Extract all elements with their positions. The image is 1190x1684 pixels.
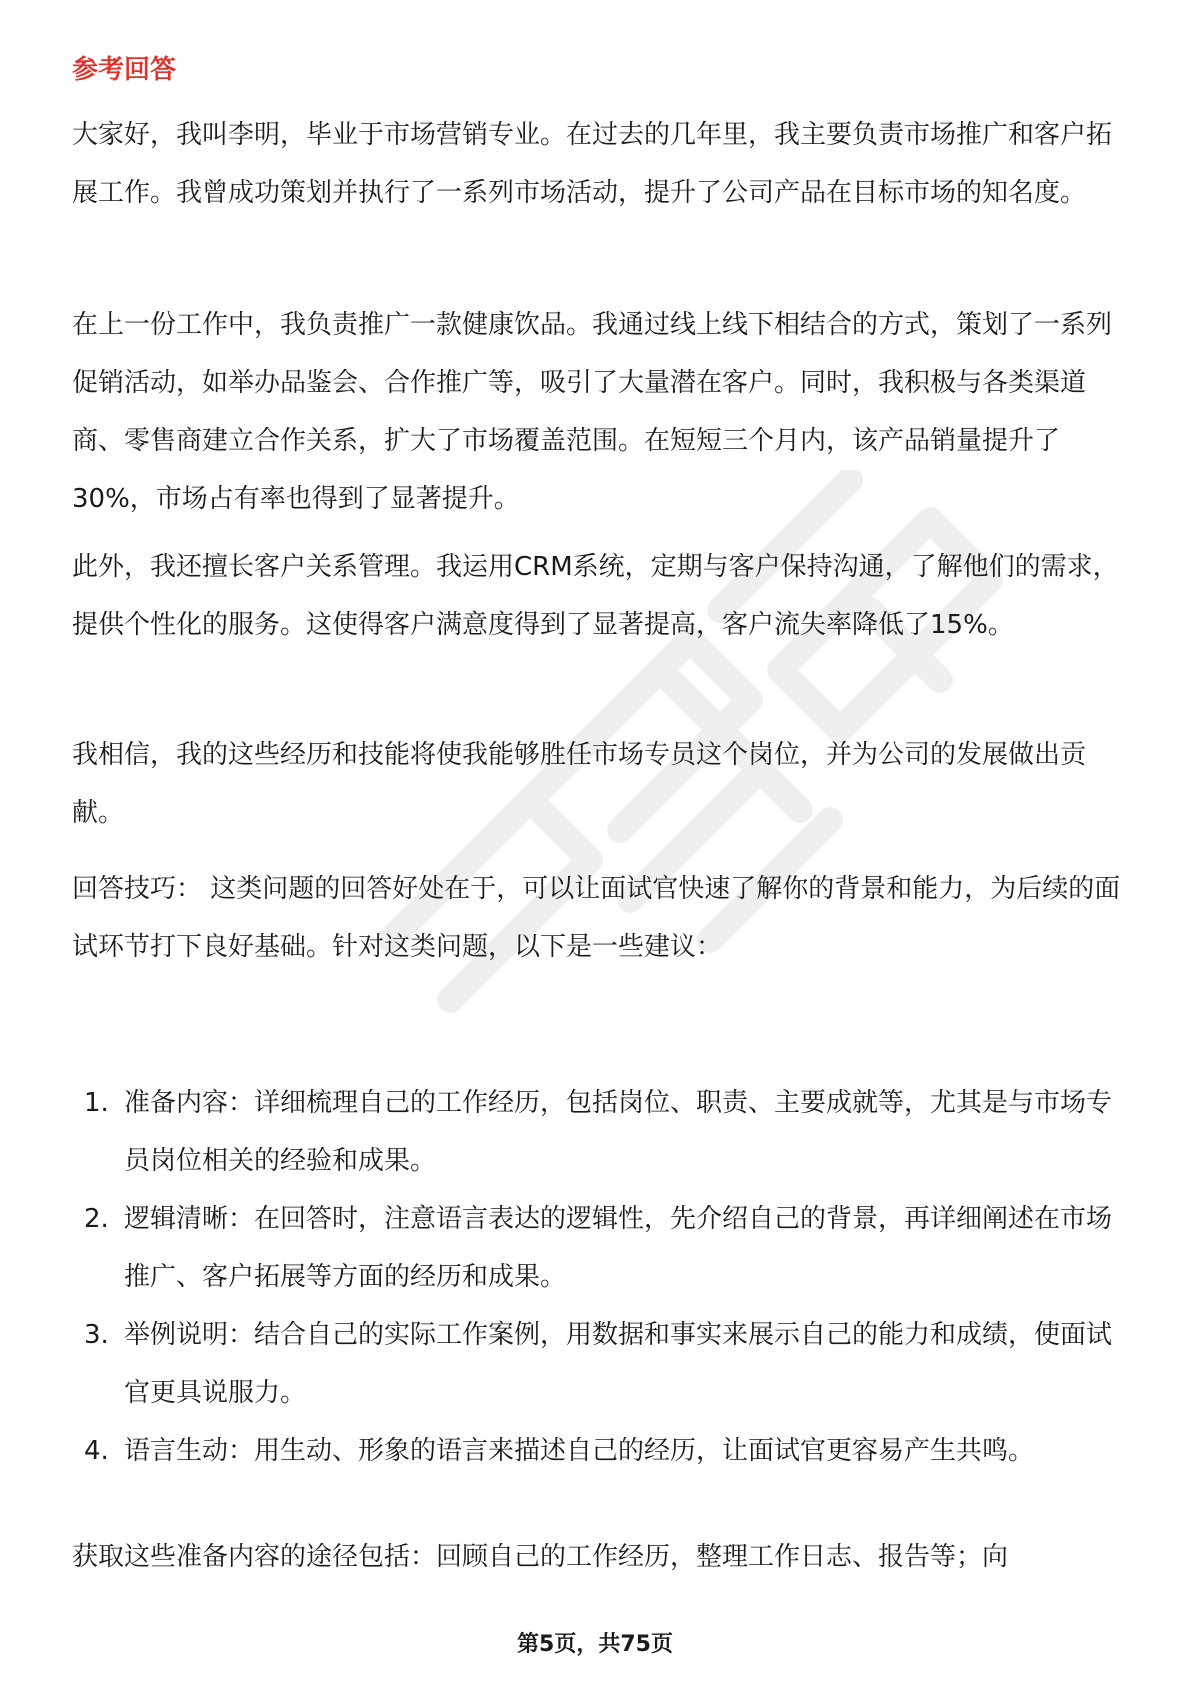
list-item-number: 4. — [84, 1436, 109, 1466]
list-item-text: 逻辑清晰：在回答时，注意语言表达的逻辑性，先介绍自己的背景，再详细阐述在市场推广、客户拓展等方面的经历和成果。 — [124, 1204, 1113, 1292]
conclusion-paragraph: 我相信，我的这些经历和技能将使我能够胜任市场专员这个岗位，并为公司的发展做出贡献。 — [72, 740, 1087, 828]
experience-paragraph: 在上一份工作中，我负责推广一款健康饮品。我通过线上线下相结合的方式，策划了一系列促销活动，如举办品鉴会、合作推广等，吸引了大量潜在客户。同时，我积极与各类渠道商、零售商建立合作关系，扩大了市场覆盖范围。在短短三个月内，该产品销量提升了30%，市场占有率也得到了显著提升。 — [72, 310, 1113, 514]
list-item-text: 语言生动：用生动、形象的语言来描述自己的经历，让面试官更容易产生共鸣。 — [124, 1436, 1035, 1466]
list-item — [72, 1190, 1122, 1306]
list-item — [72, 1422, 1122, 1480]
closing-paragraph: 获取这些准备内容的途径包括：回顾自己的工作经历，整理工作日志、报告等；向 — [72, 1542, 1009, 1572]
page-number-footer: 第5页，共75页 — [517, 1632, 673, 1657]
list-item-number: 1. — [84, 1088, 109, 1118]
tips-intro-paragraph: 回答技巧： 这类问题的回答好处在于，可以让面试官快速了解你的背景和能力，为后续的面试环节打下良好基础。针对这类问题，以下是一些建议： — [72, 874, 1121, 962]
intro-paragraph: 大家好，我叫李明，毕业于市场营销专业。在过去的几年里，我主要负责市场推广和客户拓展工作。我曾成功策划并执行了一系列市场活动，提升了公司产品在目标市场的知名度。 — [72, 120, 1113, 208]
tips-list — [72, 1074, 1122, 1480]
list-item — [72, 1306, 1122, 1422]
list-item-text: 准备内容：详细梳理自己的工作经历，包括岗位、职责、主要成就等，尤其是与市场专员岗位相关的经验和成果。 — [124, 1088, 1113, 1176]
answer-heading: 参考回答 — [72, 55, 177, 85]
list-item — [72, 1074, 1122, 1190]
list-item-text: 举例说明：结合自己的实际工作案例，用数据和事实来展示自己的能力和成绩，使面试官更具说服力。 — [124, 1320, 1113, 1408]
list-item-number: 3. — [84, 1320, 109, 1350]
list-item-number: 2. — [84, 1204, 109, 1234]
crm-paragraph: 此外，我还擅长客户关系管理。我运用CRM系统，定期与客户保持沟通，了解他们的需求，提供个性化的服务。这使得客户满意度得到了显著提高，客户流失率降低了15%。 — [72, 552, 1119, 640]
